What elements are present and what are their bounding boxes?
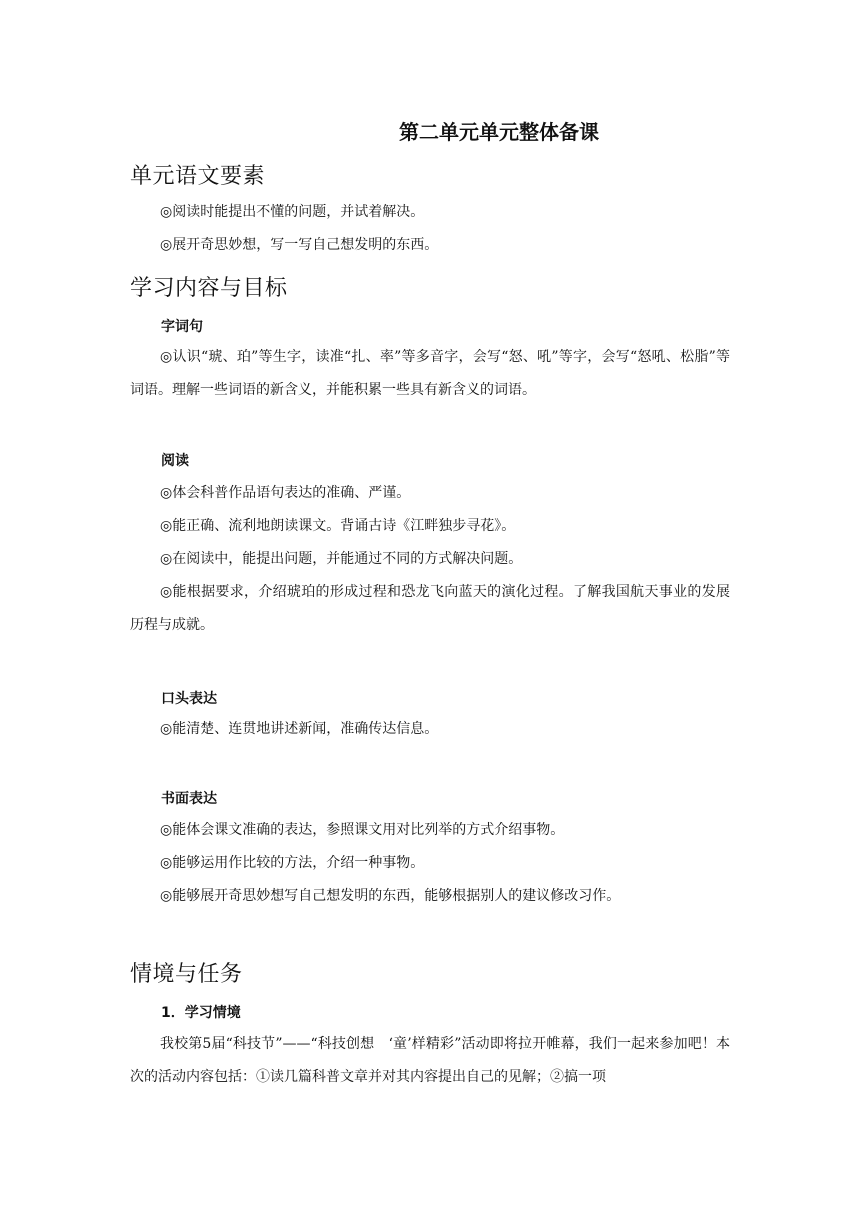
subheading-oral: 口头表达 — [161, 691, 217, 707]
reading-item-3: ◎在阅读中，能提出问题，并能通过不同的方式解决问题。 — [160, 551, 523, 567]
writing-item-3: ◎能够展开奇思妙想写自己想发明的东西，能够根据别人的建议修改习作。 — [160, 888, 621, 904]
subheading-situation: 1．学习情境 — [161, 1005, 241, 1021]
elements-item-2: ◎展开奇思妙想，写一写自己想发明的东西。 — [160, 237, 439, 253]
section-heading-elements: 单元语文要素 — [130, 164, 266, 189]
reading-item-1: ◎体会科普作品语句表达的准确、严谨。 — [160, 485, 411, 501]
subheading-vocab: 字词句 — [161, 319, 203, 335]
vocab-paragraph: ◎认识“琥、珀”等生字，读准“扎、率”等多音字，会写“怒、吼”等字，会写“怒吼、松脂”等词语。理解一些词语的新含义，并能积累一些具有新含义的词语。 — [130, 349, 730, 398]
section-heading-situation: 情境与任务 — [130, 962, 243, 987]
elements-item-1: ◎阅读时能提出不懂的问题，并试着解决。 — [160, 204, 425, 220]
subheading-reading: 阅读 — [161, 453, 189, 469]
situation-paragraph: 我校第5届“科技节”——“科技创想 ‘童’样精彩”活动即将拉开帷幕，我们一起来参加吧！本次的活动内容包括：①读几篇科普文章并对其内容提出自己的见解；②搞一项 — [130, 1036, 730, 1085]
oral-item-1: ◎能清楚、连贯地讲述新闻，准确传达信息。 — [160, 721, 439, 737]
writing-item-1: ◎能体会课文准确的表达，参照课文用对比列举的方式介绍事物。 — [160, 822, 565, 838]
reading-item-4: ◎能根据要求，介绍琥珀的形成过程和恐龙飞向蓝天的演化过程。了解我国航天事业的发展历程与成就。 — [130, 584, 730, 633]
reading-item-2: ◎能正确、流利地朗读课文。背诵古诗《江畔独步寻花》。 — [160, 518, 516, 534]
subheading-writing: 书面表达 — [161, 791, 217, 807]
page-title: 第二单元单元整体备课 — [399, 120, 599, 144]
writing-item-2: ◎能够运用作比较的方法，介绍一种事物。 — [160, 855, 425, 871]
section-heading-goals: 学习内容与目标 — [130, 276, 288, 301]
